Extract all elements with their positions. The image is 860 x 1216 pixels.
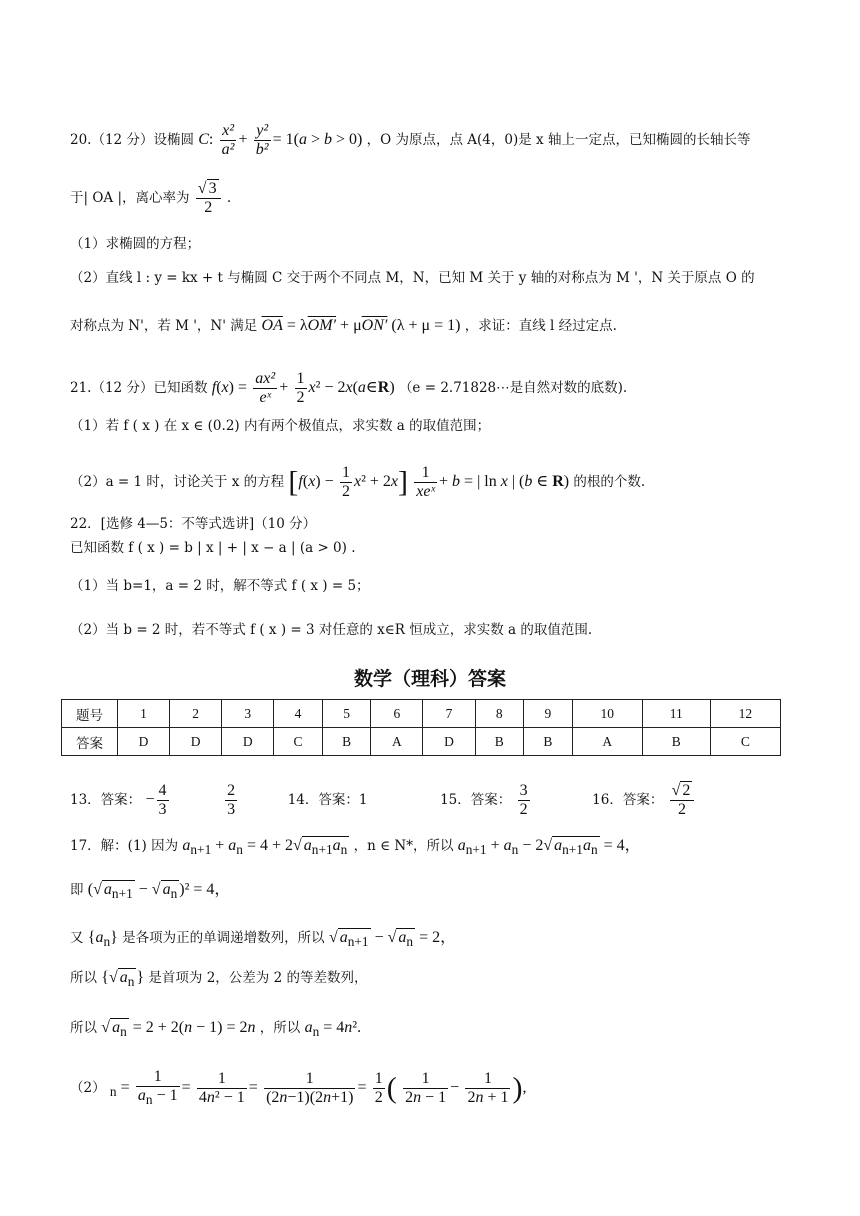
fill-answers: 13．答案： − $\frac{4}{3}$ $\frac{2}{3}$ 14．答案：1 15．答案： $\frac{3}{2}$ 16．答案： $\frac{√ 2}{2}$ bbox=[70, 782, 696, 819]
answers-title: 数学（理科）答案 bbox=[353, 668, 506, 690]
q17-line1: 17．解：(1) 因为 $a_{n+1} + a_n = 4 + 2√$ $a_{n+1}a_n$ ，n ∈ N*，所以 $a_{n+1} + a_n - 2√$ $a_{n+1}a_n = 4$， bbox=[70, 837, 641, 858]
table-cell: 10 bbox=[572, 700, 642, 728]
row-label: 答案 bbox=[62, 728, 118, 756]
table-cell: 11 bbox=[642, 700, 710, 728]
answer-16: 16．答案： bbox=[592, 792, 664, 808]
q20-intro: 20.（12 分）设椭圆 bbox=[70, 132, 194, 148]
table-cell: B bbox=[642, 728, 710, 756]
answer-14: 14．答案：1 bbox=[287, 792, 368, 808]
table-cell: B bbox=[475, 728, 524, 756]
ellipse-equation: C bbox=[198, 131, 209, 148]
table-cell: C bbox=[274, 728, 323, 756]
table-cell: D bbox=[222, 728, 274, 756]
q17-line4: 所以 {√ $a_n$ } 是首项为 2，公差为 2 的等差数列， bbox=[70, 969, 368, 990]
table-cell: 1 bbox=[118, 700, 170, 728]
table-cell: 6 bbox=[371, 700, 423, 728]
q22-part1: （1）当 b=1，a = 2 时，解不等式 f ( x ) = 5； bbox=[70, 578, 370, 594]
answer-15: 15．答案： bbox=[440, 792, 512, 808]
q22-part2: （2）当 b = 2 时，若不等式 f ( x ) = 3 对任意的 x∈R 恒成立，求实数 a 的取值范围. bbox=[70, 622, 593, 638]
table-cell: A bbox=[371, 728, 423, 756]
q20-text: ，O 为原点，点 A(4，0)是 x 轴上一定点，已知椭圆的长轴长等 bbox=[366, 132, 751, 148]
table-cell: B bbox=[524, 728, 573, 756]
answer-table bbox=[61, 699, 781, 756]
table-cell: D bbox=[118, 728, 170, 756]
q21-part1: （1）若 f ( x ) 在 x ∈ (0.2) 内有两个极值点，求实数 a 的取值范围； bbox=[70, 418, 491, 434]
table-cell: C bbox=[710, 728, 780, 756]
q21-line1: 21.（12 分）已知函数 f(x) = $\frac{\text{ax²}}{\text{eˣ}}$ + $\frac{1}{2}$ x² − 2x(a∈R) （e = 2.71828⋯是自然对数的底数). bbox=[70, 370, 628, 406]
table-cell: A bbox=[572, 728, 642, 756]
q21-part2: （2）a = 1 时，讨论关于 x 的方程 [f(x) − $\frac{1}{2}$ x² + 2x] $\frac{1}{\text{xeˣ}}$ + b = | ln x | (b ∈ R) 的根的个数. bbox=[70, 464, 646, 500]
row-label: 题号 bbox=[62, 700, 118, 728]
table-cell: 3 bbox=[222, 700, 274, 728]
table-row-numbers bbox=[62, 700, 781, 728]
q20-part2: （2）直线 l : y = kx + t 与椭圆 C 交于两个不同点 M，N，已知 M 关于 y 轴的对称点为 M '，N 关于原点 O 的 bbox=[70, 270, 755, 286]
table-cell: 8 bbox=[475, 700, 524, 728]
q17-part2: （2） $_n$ = $\frac{1}{a_n - 1}$ = $\frac{1}{\text{4n² − 1}}$ = $\frac{1}{(2n-1)(2n+1)}$ = $\frac{1}{2}$ ( $\frac{1}{2n - 1}$ − $\frac{1}{2n + 1}$ ), bbox=[70, 1068, 527, 1108]
eccentricity: $\frac{√ 3}{2}$ bbox=[196, 180, 221, 217]
table-cell: 9 bbox=[524, 700, 573, 728]
recurrence-equation: $a_{n+1} + a_n = 4 + 2√$ $a_{n+1}a_n$ bbox=[182, 837, 348, 858]
q17-line5: 所以 √ $a_n = 2 + 2(n - 1) = 2n$ ，所以 $a_n = 4n^2$. bbox=[70, 1019, 362, 1040]
answer-13: 13．答案： bbox=[70, 792, 142, 808]
table-cell: 2 bbox=[170, 700, 222, 728]
table-cell: D bbox=[423, 728, 475, 756]
function-definition: f bbox=[211, 379, 217, 396]
q22-heading: 22．[选修 4—5：不等式选讲]（10 分） bbox=[70, 516, 317, 532]
table-cell: 4 bbox=[274, 700, 323, 728]
q20-line2: 于| OA |，离心率为 $\frac{√ 3}{2}$ . bbox=[70, 180, 232, 216]
table-cell: 7 bbox=[423, 700, 475, 728]
table-cell: B bbox=[322, 728, 371, 756]
vector-equation: $\overline{OA} = \lambda OM' + \mu ON'$ (λ + μ = 1) bbox=[261, 317, 461, 334]
table-cell: 5 bbox=[322, 700, 371, 728]
q20-part2-cont: 对称点为 N'，若 M '，N' 满足 $\overline{OA} = \lambda OM' + \mu ON'$ (λ + μ = 1) ，求证：直线 l 经过定点. bbox=[70, 317, 617, 334]
table-cell: 12 bbox=[710, 700, 780, 728]
q20-part1: （1）求椭圆的方程； bbox=[70, 236, 201, 252]
q22-function: 已知函数 f ( x ) = b | x | + | x − a | (a > 0) . bbox=[70, 540, 356, 556]
q17-line2: 即 (√ $a_{n+1}$ − √ $a_n$ )² = 4， bbox=[70, 881, 231, 902]
q20-line1: 20.（12 分）设椭圆 C: $\frac{\text{x²}}{\text{a²}}$ + $\frac{\text{y²}}{\text{b²}}$ = 1(a > b > 0) ，O 为原点，点 A(4，0)是 x 轴上一定点，已知椭圆的长轴长等 bbox=[70, 122, 751, 158]
table-cell: D bbox=[170, 728, 222, 756]
q17-line3: 又 $\{a_n\}$ 是各项为正的单调递增数列，所以 √ $a_{n+1}$ − √ $a_n = 2$， bbox=[70, 929, 457, 950]
table-row-answers bbox=[62, 728, 781, 756]
